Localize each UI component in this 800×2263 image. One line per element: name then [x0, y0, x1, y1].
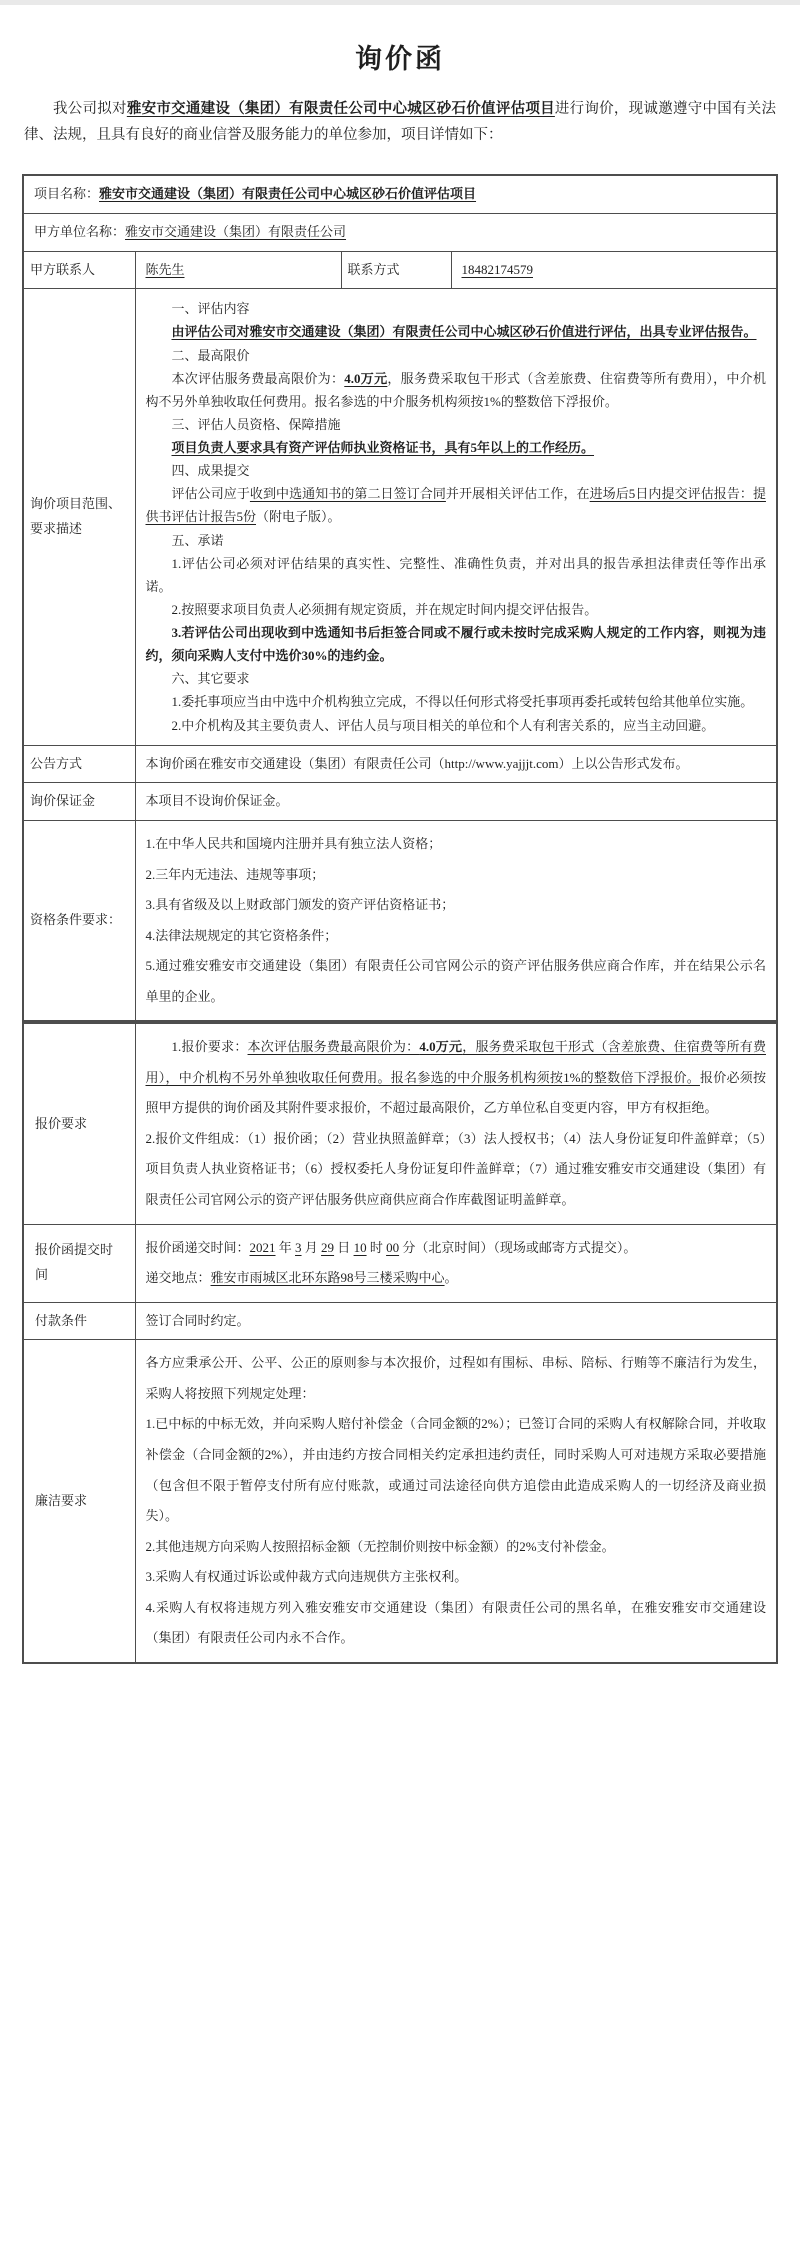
text-segment: 日 [334, 1239, 354, 1255]
quote-requirements-row [23, 1023, 777, 1224]
text-segment: 本次评估服务费最高限价为： [247, 1039, 420, 1055]
text-segment: 00 [386, 1239, 400, 1255]
text-segment: 月 [301, 1239, 322, 1255]
text-segment: 各方应秉承公开、公平、公正的原则参与本次报价，过程如有围标、串标、陪标、行贿等不廉洁行为发生，采购人将按照下列规定处理： [145, 1355, 766, 1401]
paragraph [146, 1348, 767, 1409]
text-segment: 进场后5日内提交评估报告：提供书评估计报告5份 [145, 486, 766, 525]
text-segment: 雅安市雨城区北环东路98号三楼采购中心 [210, 1270, 445, 1286]
text-segment: 10 [353, 1239, 367, 1255]
paragraph [146, 482, 767, 528]
paragraph [146, 890, 767, 921]
intro-paragraph [24, 96, 776, 148]
paragraph [146, 1233, 767, 1264]
paragraph [146, 921, 767, 952]
text-segment: 3.具有省级及以上财政部门颁发的资产评估资格证书； [145, 897, 455, 913]
text-segment: 1.委托事项应当由中选中介机构独立完成，不得以任何形式将受托事项再委托或转包给其他单位实施。 [171, 694, 754, 710]
paragraph [146, 459, 767, 482]
submission-time-row [23, 1224, 777, 1302]
paragraph [146, 320, 767, 343]
text-segment: 由评估公司对雅安市交通建设（集团）有限责任公司中心城区砂石价值进行评估，出具专业评估报告。 [171, 324, 757, 340]
text-segment: 我公司拟对 [53, 101, 127, 117]
contact-row [23, 251, 777, 289]
project-name-row [23, 175, 777, 213]
payment-terms-row [23, 1302, 777, 1340]
announcement-row [23, 745, 777, 783]
paragraph [146, 529, 767, 552]
integrity-requirements-row [23, 1340, 777, 1663]
text-segment: 4.0万元 [344, 370, 388, 386]
text-segment: 3 [295, 1239, 302, 1255]
text-segment: 分（北京时间）（现场或邮寄方式提交）。 [399, 1239, 637, 1255]
party-a-label: 甲方单位名称： [34, 223, 126, 239]
text-segment: 3.采购人有权通过诉讼或仲裁方式向违规供方主张权利。 [145, 1569, 468, 1585]
project-name-cell [23, 175, 777, 213]
paragraph [146, 714, 767, 737]
qualification-label-cell: 资格条件要求： [23, 821, 135, 1022]
integrity-requirements-content-cell [135, 1340, 777, 1663]
paragraph [146, 297, 767, 320]
paragraph [146, 552, 767, 598]
text-segment: 递交地点： [145, 1270, 211, 1286]
scope-label-cell: 询价项目范围、要求描述 [23, 289, 135, 745]
text-segment: 二、最高限价 [171, 347, 250, 363]
phone-label-cell: 联系方式 [341, 251, 451, 289]
text-segment: 2.中介机构及其主要负责人、评估人员与项目相关的单位和个人有利害关系的，应当主动回避。 [171, 717, 715, 733]
text-segment: 2.其他违规方向采购人按照招标金额（无控制价则按中标金额）的2%支付补偿金。 [145, 1538, 615, 1554]
text-segment: 4.法律法规规定的其它资格条件； [145, 927, 338, 943]
paragraph [146, 860, 767, 891]
text-segment: 一、评估内容 [171, 301, 250, 317]
paragraph [146, 1532, 767, 1563]
text-segment: 年 [275, 1239, 296, 1255]
project-name-value: 雅安市交通建设（集团）有限责任公司中心城区砂石价值评估项目 [99, 186, 477, 202]
qualification-row [23, 821, 777, 1022]
integrity-requirements-label-cell: 廉洁要求 [23, 1340, 135, 1663]
quote-requirements-content-cell [135, 1023, 777, 1224]
phone-number: 18482174579 [461, 261, 533, 277]
party-a-value: 雅安市交通建设（集团）有限责任公司 [125, 223, 347, 239]
text-segment: 2.三年内无违法、违规等事项； [145, 866, 325, 882]
text-segment: （附电子版）。 [256, 509, 341, 525]
inquiry-info-table [22, 174, 778, 1022]
contact-value-cell [135, 251, 341, 289]
text-segment: 五、承诺 [171, 532, 224, 548]
text-segment: 本次评估服务费最高限价为： [171, 370, 345, 386]
party-a-row [23, 213, 777, 251]
text-segment: 1.在中华人民共和国境内注册并具有独立法人资格； [145, 836, 442, 851]
text-segment: 4.0万元 [419, 1039, 463, 1055]
quote-requirements-label-cell: 报价要求 [23, 1023, 135, 1224]
contact-name: 陈先生 [145, 261, 185, 277]
text-segment: 。 [444, 1270, 458, 1286]
paragraph [146, 367, 767, 413]
deposit-row [23, 783, 777, 821]
text-segment: 时 [366, 1239, 387, 1255]
qualification-content-cell [135, 821, 777, 1022]
text-segment: 报价函递交时间： [145, 1239, 250, 1255]
paragraph [146, 1562, 767, 1593]
party-a-cell [23, 213, 777, 251]
paragraph [146, 436, 767, 459]
payment-terms-value-cell: 签订合同时约定。 [135, 1302, 777, 1340]
paragraph [146, 598, 767, 621]
text-segment: 2021 [249, 1239, 276, 1255]
paragraph [146, 344, 767, 367]
project-name-label: 项目名称： [34, 186, 100, 202]
announcement-value-cell: 本询价函在雅安市交通建设（集团）有限责任公司（http://www.yajjjt.com）上以公告形式发布。 [135, 745, 777, 783]
submission-time-label-cell: 报价函提交时间 [23, 1224, 135, 1302]
paragraph [146, 1593, 767, 1654]
quotation-requirements-table [22, 1022, 778, 1664]
text-segment: 报价必须按照甲方提供的询价函及其附件要求报价，不超过最高限价，乙方单位私自变更内容，甲方有权拒绝。 [145, 1069, 766, 1116]
scope-content-cell [135, 289, 777, 745]
text-segment: 5.通过雅安雅安市交通建设（集团）有限责任公司官网公示的资产评估服务供应商合作库，并在结果公示名单里的企业。 [145, 958, 766, 1004]
paragraph [146, 951, 767, 1012]
scope-row [23, 289, 777, 745]
text-segment: 1.评估公司必须对评估结果的真实性、完整性、准确性负责，并对出具的报告承担法律责任等作出承诺。 [145, 555, 766, 594]
paragraph [146, 1124, 767, 1216]
text-segment: 并开展相关评估工作，在 [445, 486, 590, 502]
text-segment: 1.报价要求： [171, 1039, 248, 1055]
text-segment: 2.按照要求项目负责人必须拥有规定资质，并在规定时间内提交评估报告。 [171, 601, 598, 617]
announcement-label-cell: 公告方式 [23, 745, 135, 783]
document-title: 询价函 [355, 44, 445, 74]
submission-time-content-cell [135, 1224, 777, 1302]
paragraph [146, 1032, 767, 1124]
contact-label-cell: 甲方联系人 [23, 251, 135, 289]
text-segment: 六、其它要求 [171, 671, 250, 687]
scan-edge-artifact [0, 0, 800, 5]
text-segment: 29 [321, 1239, 335, 1255]
text-segment: 进行询价，现诚邀遵守中国有关法律、法规，且具有良好的商业信誉及服务能力的单位参加，项目详情如下： [24, 101, 777, 144]
phone-value-cell [451, 251, 777, 289]
paragraph [146, 667, 767, 690]
text-segment: 收到中选通知书的第二日签订合同 [249, 486, 446, 502]
paragraph [146, 1263, 767, 1294]
paragraph [146, 1409, 767, 1531]
paragraph [146, 829, 767, 860]
payment-terms-label-cell: 付款条件 [23, 1302, 135, 1340]
text-segment: 雅安市交通建设（集团）有限责任公司中心城区砂石价值评估项目 [126, 101, 555, 117]
text-segment: 评估公司应于 [171, 486, 250, 502]
deposit-label-cell: 询价保证金 [23, 783, 135, 821]
text-segment: 四、成果提交 [171, 463, 250, 479]
text-segment: 三、评估人员资格、保障措施 [171, 416, 341, 432]
text-segment: 1.已中标的中标无效，并向采购人赔付补偿金（合同金额的2%）；已签订合同的采购人有权解除合同，并收取补偿金（合同金额的2%），并由违约方按合同相关约定承担违约责任，同时采购人可对违规方采取必要措施（包含但不限于暂停支付所有应付账款，或通过司法途径向供方追偿由此造成采购人的一切经济及商业损失）。 [145, 1416, 766, 1524]
text-segment: ，服务费采取包干形式（含差旅费、住宿费等所有费用），中介机构不另外单独收取任何费用。报名参选的中介服务机构须按1%的整数倍下浮报价。 [145, 370, 766, 409]
paragraph [146, 690, 767, 713]
text-segment: 项目负责人要求具有资产评估师执业资格证书，具有5年以上的工作经历。 [171, 440, 595, 455]
deposit-value-cell: 本项目不设询价保证金。 [135, 783, 777, 821]
text-segment: 4.采购人有权将违规方列入雅安雅安市交通建设（集团）有限责任公司的黑名单，在雅安雅安市交通建设（集团）有限责任公司内永不合作。 [145, 1599, 766, 1646]
text-segment: 3.若评估公司出现收到中选通知书后拒签合同或不履行或未按时完成采购人规定的工作内容，则视为违约，须向采购人支付中选价30%的违约金。 [145, 625, 766, 664]
paragraph [146, 621, 767, 667]
paragraph [146, 413, 767, 436]
text-segment: ，服务费采取包干形式（含差旅费、住宿费等所有费用），中介机构不另外单独收取任何费用。报名参选的中介服务机构须按1%的整数倍下浮报价。 [145, 1039, 766, 1085]
text-segment: 2.报价文件组成：（1）报价函；（2）营业执照盖鲜章；（3）法人授权书；（4）法人身份证复印件盖鲜章；（5）项目负责人执业资格证书；（6）授权委托人身份证复印件盖鲜章；（7）通过雅安雅安市交通建设（集团）有限责任公司官网公示的资产评估服务供应商供应商合作库截图证明盖鲜章。 [145, 1130, 766, 1208]
